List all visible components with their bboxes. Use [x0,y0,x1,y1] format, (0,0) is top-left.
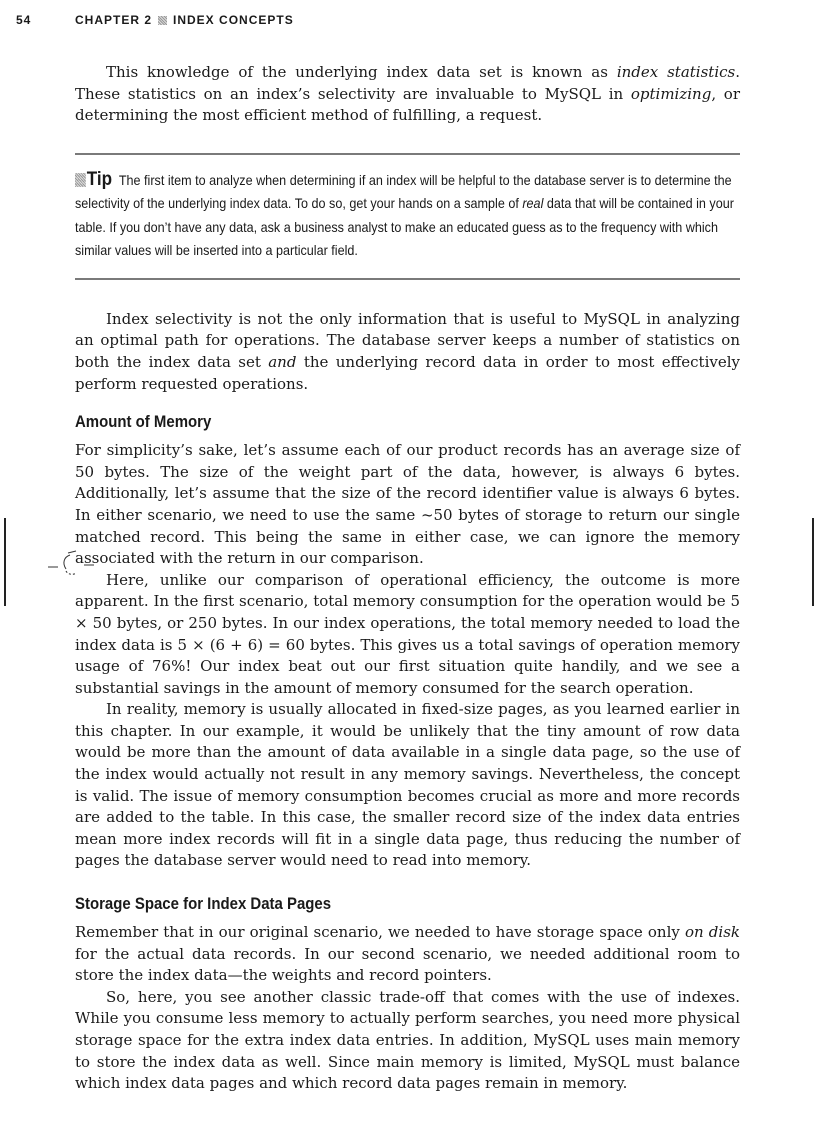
page-content [75,62,740,1095]
tip-label-text: Tip [86,168,113,190]
tip-text [75,168,741,263]
text-run: for the actual data records. In our second scenario, we needed additional room to store the index data—the weights and record pointers. [75,944,740,985]
text-run: , or determining the most efficient method of fulfilling, a request. [75,84,740,125]
text-run: data that will be contained in your table. If you don’t have any data, ask a business analyst to make an educated guess as to the frequency with which similar values will be inserted into a particular field. [75,195,734,259]
text-run: the underlying record data in order to most effectively perform requested operations. [75,352,740,393]
emphasis-term: real [522,195,544,212]
intro-paragraph [75,62,740,127]
tip-box [75,153,740,280]
running-header [0,13,816,31]
emphasis-term: on disk [684,923,740,942]
chapter-label [75,13,294,27]
page-number: 54 [16,13,32,27]
tip-label [75,169,112,190]
tip-marker-icon [75,173,86,187]
text-run: The first item to analyze when determining if an index will be helpful to the database server is to determine the selectivity of the underlying index data. To do so, get your hands on a sample of [75,171,732,212]
emphasis-term: index statistics [616,63,736,81]
storage-paragraph-1 [75,922,740,987]
text-run: Remember that in our original scenario, we needed to have storage space only [75,923,685,942]
selectivity-paragraph [75,309,740,395]
text-run: . These statistics on an index’s selectivity are invaluable to MySQL in [75,63,741,103]
memory-paragraph-2: Here, unlike our comparison of operational efficiency, the outcome is more apparent. In the first scenario, total memory consumption for the operation would be 5 × 50 bytes, or 250 bytes. In our index operations, the total memory needed to load the index data is 5 × (6 + 6) = 60 bytes. This gives us a total savings of operation memory usage of 76%! Our index beat out our first situation quite handily, and we see a substantial savings in the amount of memory consumed for the search operation. [75,570,740,697]
emphasis-term: and [268,352,297,371]
section-heading-memory: Amount of Memory [75,412,212,432]
memory-paragraph-3: In reality, memory is usually allocated in fixed-size pages, as you learned earlier in this chapter. In our example, it would be unlikely that the tiny amount of row data would be more than the amount of data available in a single data page, so the use of the index would actually not result in any memory savings. Nevertheless, the concept is valid. The issue of memory consumption becomes crucial as more and more records are added to the table. In this case, the smaller record size of the index data entries mean more index records will fit in a single data page, thus reducing the number of pages the database server would need to read into memory. [75,700,740,870]
text-run: Index selectivity is not the only information that is useful to MySQL in analyzing an optimal path for operations. The database server keeps a number of statistics on both the index data set [75,309,740,371]
storage-paragraph-2: So, here, you see another classic trade-off that comes with the use of indexes. While you consume less memory to actually perform searches, you need more physical storage space for the extra index data entries. In addition, MySQL uses main memory to store the index data as well. Since main memory is limited, MySQL must balance which index data pages and which record data pages remain in memory. [75,987,740,1093]
chapter-number: CHAPTER 2 [75,13,153,27]
emphasis-term: optimizing [630,84,712,103]
separator-icon [158,16,167,25]
left-margin-rule [4,518,6,606]
section-heading-storage: Storage Space for Index Data Pages [75,894,332,914]
text-run: This knowledge of the underlying index data set is known as [106,63,617,81]
right-margin-rule [812,518,814,606]
chapter-title: INDEX CONCEPTS [173,13,294,27]
memory-paragraph-1: For simplicity’s sake, let’s assume each of our product records has an average size of 50 bytes. The size of the weight part of the data, however, is always 6 bytes. Additionally, let’s assume that the size of the record identifier value is always 6 bytes. In either scenario, we need to use the same ~50 bytes of storage to return our single matched record. This being the same in either case, we can ignore the memory associated with the return in our comparison. [75,441,740,568]
